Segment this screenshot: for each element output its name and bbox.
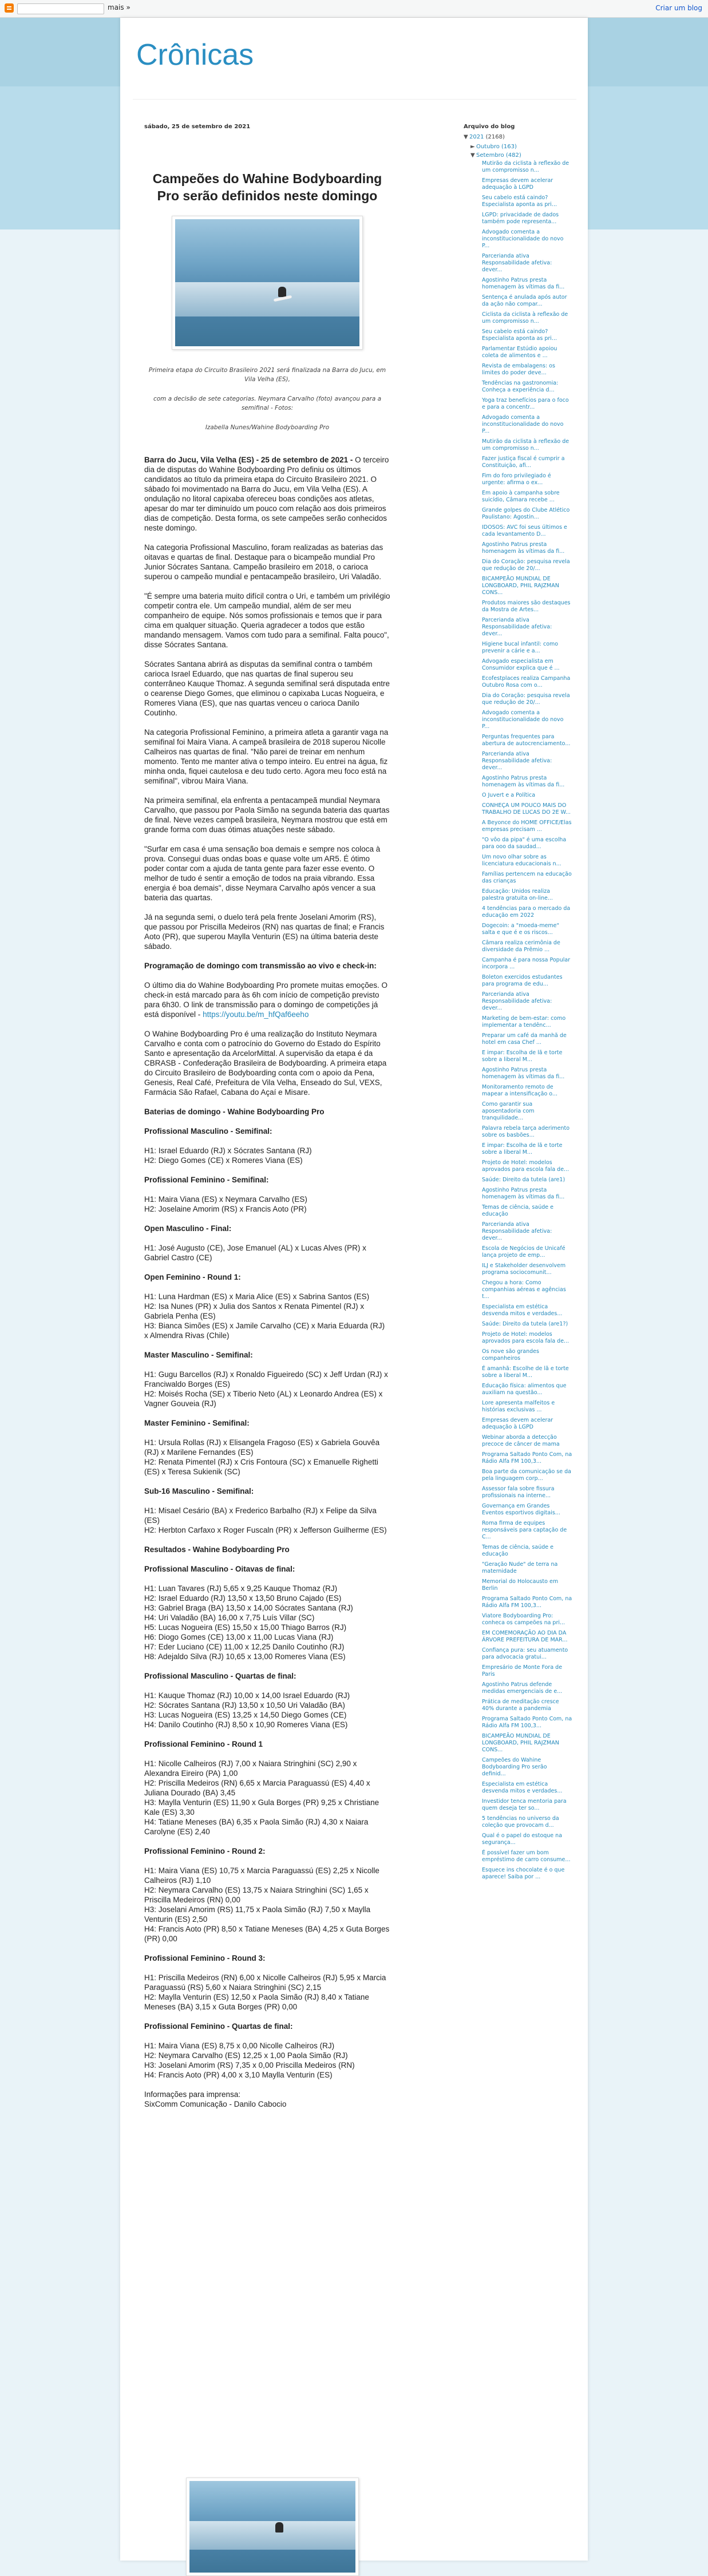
lead-text: O terceiro dia de disputas do Wahine Bodyboarding Pro definiu os últimos candidatos ao título da primeira etapa do Circuito Brasileiro 2021. O sábado foi movimentado na Barra do Jucu, em Vila Velha (ES). A ondulação no litoral capixaba ofereceu boas condições aos atletas, apesar do mar ter diminuído um pouco com relação aos dois primeiros dias de competição. Desta forma, os sete campeões serão conhecidos neste domingo. bbox=[144, 456, 389, 532]
heat-line: H3: Maylla Venturin (ES) 11,90 x Gula Borges (PR) 9,25 x Christiane Kale (ES) 3,30 bbox=[144, 1798, 379, 1817]
draws-list bbox=[144, 1126, 390, 1535]
body-paragraph: Já na segunda semi, o duelo terá pela frente Joselani Amorim (RS), que passou por Priscilla Medeiros (RN) nas quartas de final; e Francis Aoto (PR), que superou Maylla Venturin (ES) na última bateria deste sábado. bbox=[144, 913, 385, 951]
archive-post-link[interactable]: Saúde: Direito da tutela (are1) bbox=[482, 1177, 565, 1183]
archive-post-link[interactable]: Fim do foro privilegiado é urgente: afirma o ex... bbox=[482, 473, 551, 486]
results-section-title: Profissional Masculino - Semifinal: bbox=[144, 1127, 272, 1135]
results-section bbox=[144, 1584, 390, 1661]
archive-post-link[interactable]: Advogado comenta a inconstitucionalidade do novo P... bbox=[482, 710, 564, 730]
caption-line: com a decisão de sete categorias. Neymara Carvalho (foto) avançou para a semifinal - Fotos: bbox=[153, 395, 382, 411]
heat-line: H6: Diogo Gomes (CE) 13,00 x 11,00 Lucas Viana (RJ) bbox=[144, 1633, 334, 1641]
results-list bbox=[144, 1564, 390, 2080]
results-section-title: Master Feminino - Semifinal: bbox=[144, 1419, 250, 1427]
archive-post-link[interactable]: Escola de Negócios de Unicafé lança projeto de emp... bbox=[482, 1245, 565, 1259]
surf-photo-image bbox=[175, 219, 359, 346]
archive-post-link[interactable]: Grande golpes do Clube Atlético Paulistano: Agostin... bbox=[482, 507, 570, 520]
archive-post-link[interactable]: Preparar um café da manhã de hotel em casa Chef ... bbox=[482, 1032, 567, 1046]
lead-dateline: Barra do Jucu, Vila Velha (ES) - 25 de setembro de 2021 - bbox=[144, 456, 353, 464]
create-blog-link[interactable]: Criar um blog bbox=[655, 4, 702, 12]
results-section-title: Open Feminino - Round 1: bbox=[144, 1273, 241, 1281]
archive-post-link[interactable]: Educação física: alimentos que auxiliam na questão... bbox=[482, 1383, 567, 1396]
results-section bbox=[144, 1691, 390, 1730]
results-section bbox=[144, 1370, 390, 1408]
archive-month-label[interactable]: Outubro bbox=[476, 144, 500, 150]
archive-year-2021[interactable] bbox=[464, 133, 572, 141]
results-section bbox=[144, 1146, 390, 1165]
post-title[interactable]: Campeões do Wahine Bodyboarding Pro serão definidos neste domingo bbox=[152, 171, 382, 203]
archive-post-link[interactable]: IDOSOS: AVC foi seus últimos e cada levantamento D... bbox=[482, 524, 567, 537]
body-paragraph: "Surfar em casa é uma sensação boa demais e sempre nos coloca à prova. Consegui duas ondas boas e quase volte um AR5. É ótimo poder contar com a ajuda de tanta gente para fazer esse evento. O melhor de tudo é sentir a emoção de todos na praia vibrando. Essa energia é boa demais", disse Neymara Carvalho após vencer a sua bateria das quartas. bbox=[144, 845, 381, 902]
bottom-photo-frame bbox=[186, 2478, 359, 2576]
archive-post-link[interactable]: Projeto de Hotel: modelos aprovados para escola fala de... bbox=[482, 1331, 569, 1344]
results-section-title: Profissional Masculino - Oitavas de final: bbox=[144, 1565, 295, 1573]
programming-text: O último dia do Wahine Bodyboarding Pro promete muitas emoções. O check-in está marcado para às 6h com início de competição previsto para 6h30. O link de transmissão para o domingo de competições já está disponível - bbox=[144, 981, 387, 1019]
header-divider bbox=[133, 99, 576, 100]
body-paragraph: Na categoria Profissional Masculino, foram realizadas as baterias das oitavas e quartas de final. Destaque para o bicampeão mundial Pro Junior Sócrates Santana. Campeão brasileiro em 2018, o carioca superou o campeão mundial e pentacampeão brasileiro, Uri Valadão. bbox=[144, 543, 383, 581]
archive-post-link[interactable]: Famílias pertencem na educação das crianças bbox=[482, 871, 572, 884]
programming-heading: Programação de domingo com transmissão ao vivo e check-in: bbox=[144, 961, 377, 970]
archive-post-link[interactable]: Yoga traz benefícios para o foco e para a concentr... bbox=[482, 397, 569, 410]
heat-line: H7: Eder Luciano (CE) 11,00 x 12,25 Danilo Coutinho (RJ) bbox=[144, 1643, 345, 1651]
heat-line: H1: Kauque Thomaz (RJ) 10,00 x 14,00 Israel Eduardo (RJ) bbox=[144, 1691, 350, 1700]
heat-line: H4: Francis Aoto (PR) 8,50 x Tatiane Meneses (BA) 4,25 x Guta Borges (PR) 0,00 bbox=[144, 1925, 390, 1943]
archive-post-link[interactable]: BICAMPEÃO MUNDIAL DE LONGBOARD, PHIL RAJZMAN CONS... bbox=[482, 1733, 559, 1753]
results-section-title: Open Masculino - Final: bbox=[144, 1224, 232, 1233]
bottom-photo[interactable] bbox=[186, 2478, 359, 2576]
results-section bbox=[144, 1194, 390, 1214]
wave-foam bbox=[175, 282, 359, 316]
archive-post-link[interactable]: O Juvert e a Política bbox=[482, 792, 536, 798]
archive-post-link[interactable]: Em apoio à campanha sobre suicídio, Câmara recebe ... bbox=[482, 490, 560, 503]
archive-post-link[interactable]: Campeões do Wahine Bodyboarding Pro serão definid... bbox=[482, 1757, 547, 1777]
heat-line: H3: Joselani Amorim (RS) 7,35 x 0,00 Priscilla Medeiros (RN) bbox=[144, 2061, 355, 2069]
archive-post-link[interactable]: Advogado comenta a inconstitucionalidade do novo P... bbox=[482, 414, 564, 434]
archive-post-link[interactable]: Agostinho Patrus presta homenagem às vítimas da fi... bbox=[482, 1067, 565, 1080]
archive-post-link[interactable]: Monitoramento remoto de mapear a intensificação o... bbox=[482, 1084, 557, 1097]
results-heading: Resultados - Wahine Bodyboarding Pro bbox=[144, 1545, 290, 1554]
archive-post-link[interactable]: Marketing de bem-estar: como implementar a tendênc... bbox=[482, 1015, 566, 1028]
caption-line: Primeira etapa do Circuito Brasileiro 2021 será finalizada na Barra do Jucu, em Vila Velha (ES), bbox=[148, 367, 386, 383]
archive-post-link[interactable]: Prática de meditação cresce 40% durante a pandemia bbox=[482, 1699, 559, 1712]
heat-line: H2: Neymara Carvalho (ES) 13,75 x Naiara Stringhini (SC) 1,65 x Priscilla Medeiros (RN) 0,00 bbox=[144, 1886, 369, 1904]
archive-post-link[interactable]: Programa Saltado Ponto Com, na Rádio Alfa FM 100,3... bbox=[482, 1596, 572, 1609]
heat-line: H2: Neymara Carvalho (ES) 12,25 x 1,00 Paola Simão (RJ) bbox=[144, 2051, 348, 2060]
heat-line: H1: Nicolle Calheiros (RJ) 7,00 x Naiara Stringhini (SC) 2,90 x Alexandra Eireiro (PA) 1,00 bbox=[144, 1759, 357, 1778]
heat-line: H1: Maira Viana (ES) 8,75 x 0,00 Nicolle Calheiros (RJ) bbox=[144, 2041, 335, 2050]
heat-line: H1: Priscilla Medeiros (RN) 6,00 x Nicolle Calheiros (RJ) 5,95 x Marcia Paraguassú (RS) 5,60 x Naiara Stringhini (SC) 2,15 bbox=[144, 1973, 386, 1992]
heat-line: H2: Israel Eduardo (RJ) 13,50 x 13,50 Bruno Cajado (ES) bbox=[144, 1594, 342, 1602]
results-section-title: Sub-16 Masculino - Semifinal: bbox=[144, 1487, 254, 1495]
archive-post-link[interactable]: Programa Saltado Ponto Com, na Rádio Alfa FM 100,3... bbox=[482, 1451, 572, 1465]
results-section bbox=[144, 2041, 390, 2080]
results-section bbox=[144, 1866, 390, 1944]
archive-post-link[interactable]: Investidor tenca mentoria para quem deseja ter so... bbox=[482, 1798, 567, 1811]
press-line: Informações para imprensa: bbox=[144, 2090, 241, 2099]
archive-post-link[interactable]: Empresas devem acelerar adequação à LGPD bbox=[482, 177, 553, 191]
archive-post-link[interactable]: Campanha é para nossa Popular incorpora ... bbox=[482, 957, 571, 970]
archive-post-link[interactable]: Como garantir sua aposentadoria com tranquilidade... bbox=[482, 1101, 535, 1121]
navbar-search-input[interactable] bbox=[17, 3, 104, 14]
archive-title: Arquivo do blog bbox=[464, 124, 515, 130]
heat-line: H3: Gabriel Braga (BA) 13,50 x 14,00 Sócrates Santana (RJ) bbox=[144, 1604, 353, 1612]
lead-paragraph bbox=[144, 455, 390, 533]
post-body bbox=[144, 455, 390, 2109]
heat-line: H1: Maira Viana (ES) 10,75 x Marcia Paraguassú (ES) 2,25 x Nicolle Calheiros (RJ) 1,10 bbox=[144, 1866, 379, 1885]
results-section bbox=[144, 1292, 390, 1340]
heat-line: H1: Maira Viana (ES) x Neymara Carvalho (ES) bbox=[144, 1195, 307, 1204]
archive-post-link[interactable]: Esquece ins chocolate é o que aparece! Saiba por ... bbox=[482, 1867, 565, 1880]
triangle-right-icon[interactable]: ► bbox=[470, 144, 475, 150]
archive-post-link[interactable]: A Beyonce do HOME OFFICE/Elas empresas precisam ... bbox=[482, 820, 572, 833]
archive-post-link[interactable]: Educação: Unidos realiza palestra gratuita on-line... bbox=[482, 888, 553, 901]
archive-post-link[interactable]: Empresas devem acelerar adequação à LGPD bbox=[482, 1417, 553, 1430]
results-section-title: Profissional Feminino - Quartas de final: bbox=[144, 2022, 293, 2031]
archive-post-link[interactable]: E impar: Escolha de lã e torte sobre a liberal M... bbox=[482, 1142, 563, 1156]
press-line: SixComm Comunicação - Danilo Cabocio bbox=[144, 2100, 287, 2108]
archive-month-outubro[interactable] bbox=[470, 143, 572, 151]
archive-post-link[interactable]: Projeto de Hotel: modelos aprovados para escola fala de... bbox=[482, 1160, 569, 1173]
archive-post-link[interactable]: Seu cabelo está caindo? Especialista aponta as pri... bbox=[482, 329, 557, 342]
archive-post-link[interactable]: Saúde: Direito da tutela (are1?) bbox=[482, 1321, 568, 1327]
heat-line: H1: Luan Tavares (RJ) 5,65 x 9,25 Kauque Thomaz (RJ) bbox=[144, 1584, 338, 1593]
archive-post-link[interactable]: Parcerianda ativa Responsabilidade afetiva: dever... bbox=[482, 991, 552, 1011]
wave-foam bbox=[189, 2521, 355, 2550]
archive-post-link[interactable]: Parcerianda ativa Responsabilidade afetiva: dever... bbox=[482, 751, 552, 771]
archive-month-setembro[interactable] bbox=[470, 152, 572, 159]
heat-line: H2: Maylla Venturin (ES) 12,50 x Paola Simão (RJ) 8,40 x Tatiane Meneses (BA) 3,15 x Guta Borges (PR) 0,00 bbox=[144, 1993, 369, 2011]
archive-post-link[interactable]: Empresário de Monte Fora de Paris bbox=[482, 1664, 563, 1677]
archive-post-link[interactable]: Produtos maiores são destaques da Mostra de Artes... bbox=[482, 600, 571, 613]
archive-post-link[interactable]: Assessor fala sobre fissura profissionais na interne... bbox=[482, 1486, 555, 1499]
heat-line: H2: Joselaine Amorim (RS) x Francis Aoto (PR) bbox=[144, 1205, 307, 1213]
archive-post-link[interactable]: Tendências na gastronomia: Conheça a experiência d... bbox=[482, 380, 559, 393]
archive-post-link[interactable]: "Geração Nude" de terra na maternidade bbox=[482, 1561, 558, 1574]
blog-page bbox=[120, 18, 588, 2561]
archive-post-link[interactable]: E impar: Escolha de lã e torte sobre a liberal M... bbox=[482, 1050, 563, 1063]
photo-captions bbox=[144, 366, 390, 432]
post-date: sábado, 25 de setembro de 2021 bbox=[144, 124, 251, 130]
archive-post-link[interactable]: Revista de embalagens: os limites do poder deve... bbox=[482, 363, 555, 376]
archive-year-count: (2168) bbox=[485, 134, 505, 140]
blog-title[interactable]: Crônicas bbox=[136, 38, 254, 72]
archive-post-link[interactable]: Sentença é anulada após autor da ação não compar... bbox=[482, 294, 567, 307]
heat-line: H1: Misael Cesário (BA) x Frederico Barbalho (RJ) x Felipe da Silva (ES) bbox=[144, 1506, 377, 1525]
archive-post-link[interactable]: Agostinho Patrus presta homenagem às vítimas da fi... bbox=[482, 775, 565, 788]
archive-post-link[interactable]: Mutirão da ciclista à reflexão de um compromisso n... bbox=[482, 438, 569, 452]
archive-post-link[interactable]: Advogado comenta a inconstitucionalidade do novo P... bbox=[482, 229, 564, 249]
heat-line: H1: Ursula Rollas (RJ) x Elisangela Fragoso (ES) x Gabriela Gouvêa (RJ) x Marilene Fernandes (ES) bbox=[144, 1438, 380, 1457]
heat-line: H4: Danilo Coutinho (RJ) 8,50 x 10,90 Romeres Viana (ES) bbox=[144, 1720, 348, 1729]
heat-line: H1: Gugu Barcellos (RJ) x Ronaldo Figueiredo (SC) x Jeff Urdan (RJ) x Franciwaldo Borges (ES) bbox=[144, 1370, 388, 1388]
archive-post-link[interactable]: Parcerianda ativa Responsabilidade afetiva: dever... bbox=[482, 253, 552, 273]
archive-post-link[interactable]: Agostinho Patrus defende medidas emergenciais de e... bbox=[482, 1681, 563, 1695]
programming-paragraph bbox=[144, 980, 390, 1019]
archive-post-link[interactable]: É possível fazer um bom empréstimo de carro consume... bbox=[482, 1850, 571, 1863]
post-photo[interactable] bbox=[172, 216, 363, 350]
archive-post-link[interactable]: Advogado especialista em Consumidor explica que é ... bbox=[482, 658, 560, 671]
archive-post-list bbox=[482, 160, 572, 1881]
heat-line: H2: Diego Gomes (CE) x Romeres Viana (ES) bbox=[144, 1156, 303, 1165]
results-section-title: Profissional Feminino - Round 1 bbox=[144, 1740, 263, 1748]
heat-line: H4: Tatiane Meneses (BA) 6,35 x Paola Simão (RJ) 4,30 x Naiara Carolyne (ES) 2,40 bbox=[144, 1818, 369, 1836]
heat-line: H2: Isa Nunes (PR) x Julia dos Santos x Renata Pimentel (RJ) x Gabriela Penha (ES) bbox=[144, 1302, 365, 1320]
archive-post-link[interactable]: Ciclista da ciclista à reflexão de um compromisso n... bbox=[482, 311, 568, 325]
archive-post-link[interactable]: Dogecoin: a "moeda-meme" salta e que é e os riscos... bbox=[482, 923, 559, 936]
results-section-title: Profissional Masculino - Quartas de final: bbox=[144, 1672, 296, 1680]
archive-post-link[interactable]: Temas de ciência, saúde e educação bbox=[482, 1204, 553, 1217]
results-section bbox=[144, 1973, 390, 2012]
heat-line: H3: Bianca Simões (ES) x Jamile Carvalho (CE) x Maria Eduarda (RJ) x Almendra Rivas (Chile) bbox=[144, 1321, 385, 1340]
archive-post-link[interactable]: Palavra rebela tarça aderimento sobre os basbões... bbox=[482, 1125, 570, 1138]
blogger-navbar bbox=[0, 0, 708, 18]
heat-line: H1: José Augusto (CE), Jose Emanuel (AL) x Lucas Alves (PR) x Gabriel Castro (CE) bbox=[144, 1244, 366, 1262]
body-paragraph: "É sempre uma bateria muito difícil contra o Uri, e também um privilégio competir contra ele. Um campeão mundial, além de ser meu companheiro de equipe. Nós somos profissionais e temos que ir para cima em qualquer situação. Queria agradecer a todos que estão mandando mensagem. Vamos com tudo para a semifinal. Falta pouco", disse Sócrates Santana. bbox=[144, 592, 390, 649]
archive-post-link[interactable]: Governança em Grandes Eventos esportivos digitais... bbox=[482, 1503, 560, 1516]
youtube-link[interactable]: https://youtu.be/m_hfQaf6eeho bbox=[203, 1010, 309, 1019]
caption-line: Izabella Nunes/Wahine Bodyboarding Pro bbox=[205, 424, 330, 431]
archive-post-link[interactable]: ILJ e Stakeholder desenvolvem programa sociocomunit... bbox=[482, 1263, 566, 1276]
results-section-title: Profissional Feminino - Round 2: bbox=[144, 1847, 266, 1855]
archive-post-link[interactable]: LGPD: privacidade de dados também pode representa... bbox=[482, 212, 559, 225]
archive-post-link[interactable]: Parlamentar Estúdio apoiou coleta de alimentos e ... bbox=[482, 346, 557, 359]
heat-line: H2: Renata Pimentel (RJ) x Cris Fontoura (SC) x Emanuelle Righetti (ES) x Teresa Sukienik (SC) bbox=[144, 1458, 378, 1476]
archive-post-link[interactable]: Qual é o papel do estoque na segurança... bbox=[482, 1833, 563, 1846]
archive-post-link[interactable]: Lore apresenta malfeitos e histórias exclusivas ... bbox=[482, 1400, 555, 1413]
heat-line: H2: Moisés Rocha (SE) x Tiberio Neto (AL) x Leonardo Andrea (ES) x Vagner Gouveia (RJ) bbox=[144, 1390, 383, 1408]
archive-post-link[interactable]: Boleton exercidos estudantes para programa de edu... bbox=[482, 974, 563, 987]
archive-post-link[interactable]: Um novo olhar sobre as licenciatura educacionais n... bbox=[482, 854, 561, 867]
archive-post-link[interactable]: Perguntas frequentes para abertura de autocrenciamento... bbox=[482, 734, 571, 747]
results-section-title: Master Masculino - Semifinal: bbox=[144, 1351, 253, 1359]
heat-line: H2: Priscilla Medeiros (RN) 6,65 x Marcia Paraguassú (ES) 4,40 x Juliana Dourado (BA) 3,45 bbox=[144, 1779, 370, 1797]
heat-line: H2: Herbton Carfaxo x Roger Fuscaln (PR) x Jefferson Guilherme (ES) bbox=[144, 1526, 387, 1534]
archive-post-link[interactable]: Fazer justiça fiscal é cumprir a Constituição, afi... bbox=[482, 456, 565, 469]
heat-line: H5: Lucas Nogueira (ES) 15,50 x 15,00 Thiago Barros (RJ) bbox=[144, 1623, 347, 1632]
archive-post-link[interactable]: Agostinho Patrus presta homenagem às vítimas da fi... bbox=[482, 277, 565, 290]
archive-year-label[interactable]: 2021 bbox=[469, 134, 484, 140]
draws-heading: Baterias de domingo - Wahine Bodyboarding Pro bbox=[144, 1107, 325, 1116]
archive-post-link[interactable]: Temas de ciência, saúde e educação bbox=[482, 1544, 553, 1557]
archive-post-link[interactable]: Ecofestplaces realiza Campanha Outubro Rosa com o... bbox=[482, 675, 571, 688]
archive-post-link[interactable]: 5 tendências no universo da coleção que provocam d... bbox=[482, 1815, 559, 1829]
archive-post-link[interactable]: 4 tendências para o mercado da educação em 2022 bbox=[482, 905, 571, 919]
archive-post-link[interactable]: Dia do Coração: pesquisa revela que redução de 20/... bbox=[482, 559, 570, 572]
archive-post-link[interactable]: Webinar aborda a detecção precoce de câncer de mama bbox=[482, 1434, 560, 1447]
archive-month-count: (482) bbox=[505, 152, 521, 159]
body-paragraph: Na primeira semifinal, ela enfrenta a pentacampeã mundial Neymara Carvalho, que passou por Paola Simão na segunda bateria das quartas de final. Neve vezes campeã brasileira, Neymara mostrou que está em grande forma com duas ótimas atuações neste sábado. bbox=[144, 796, 390, 834]
heat-line: H3: Joselani Amorim (RS) 11,75 x Paola Simão (RJ) 7,50 x Maylla Venturin (ES) 2,50 bbox=[144, 1905, 371, 1924]
archive-month-label[interactable]: Setembro bbox=[476, 152, 504, 159]
archive-post-link[interactable]: Agostinho Patrus presta homenagem às vítimas da fi... bbox=[482, 1187, 565, 1200]
results-section-title: Profissional Feminino - Round 3: bbox=[144, 1954, 266, 1962]
archive-post-link[interactable]: Dia do Coração: pesquisa revela que redução de 20/... bbox=[482, 693, 570, 706]
archive-post-link[interactable]: Parcerianda ativa Responsabilidade afetiva: dever... bbox=[482, 617, 552, 637]
archive-months bbox=[470, 143, 572, 1881]
heat-line: H3: Lucas Nogueira (ES) 13,25 x 14,50 Diego Gomes (CE) bbox=[144, 1711, 347, 1719]
bodyboarder-figure bbox=[275, 2522, 283, 2533]
heat-line: H4: Uri Valadão (BA) 16,00 x 7,75 Luís Villar (SC) bbox=[144, 1613, 315, 1622]
archive-post-link[interactable]: Mutirão da ciclista à reflexão de um compromisso n... bbox=[482, 160, 569, 173]
heat-line: H4: Francis Aoto (PR) 4,00 x 3,10 Maylla Venturin (ES) bbox=[144, 2071, 333, 2079]
archive-post-link[interactable]: EM COMEMORAÇÃO AO DIA DA ÁRVORE PREFEITURA DE MAR... bbox=[482, 1630, 568, 1643]
heat-line: H1: Luna Hardman (ES) x Maria Alice (ES) x Sabrina Santos (ES) bbox=[144, 1292, 370, 1301]
results-section bbox=[144, 1243, 390, 1263]
archive-post-link[interactable]: É amanhã: Escolhe de lã e torte sobre a liberal M... bbox=[482, 1366, 569, 1379]
archive-post-link[interactable]: Especialista em estética desvenda mitos e verdades... bbox=[482, 1781, 563, 1794]
surf-photo-image bbox=[189, 2481, 355, 2573]
archive-post-link[interactable]: Programa Saltado Ponto Com, na Rádio Alfa FM 100,3... bbox=[482, 1716, 572, 1729]
triangle-down-icon[interactable]: ▼ bbox=[464, 134, 468, 140]
press-info bbox=[144, 2090, 390, 2109]
sponsors-paragraph: O Wahine Bodyboarding Pro é uma realização do Instituto Neymara Carvalho e conta com o patrocínio do Governo do Estado do Espírito Santo e apresentação da ArcelorMittal. A supervisão da etapa é da CBRASB - Confederação Brasileira de Bodyboarding. A primeira etapa do Circuito Brasileiro de Bodyboarding conta com o apoio da Pena, Genesis, Real Café, Prefeitura de Vila Velha, Enseado do Sul, VEXS, Farmácia São Rafael, Cabana do Açaí e Misare. bbox=[144, 1030, 387, 1097]
heat-line: H2: Sócrates Santana (RJ) 13,50 x 10,50 Uri Valadão (BA) bbox=[144, 1701, 345, 1710]
archive-post-link[interactable]: Viatore Bodyboarding Pro: conheca os campeões na pri... bbox=[482, 1613, 565, 1626]
archive-post-link[interactable]: Seu cabelo está caindo? Especialista aponta as pri... bbox=[482, 195, 557, 208]
archive-post-link[interactable]: Parcerianda ativa Responsabilidade afetiva: dever... bbox=[482, 1221, 552, 1241]
sidebar bbox=[464, 124, 572, 1884]
results-section bbox=[144, 1438, 390, 1477]
main-column bbox=[144, 124, 390, 2119]
results-section-title: Profissional Feminino - Semifinal: bbox=[144, 1176, 269, 1184]
archive-month-count: (163) bbox=[501, 144, 517, 150]
archive-post-link[interactable]: Agostinho Patrus presta homenagem às vítimas da fi... bbox=[482, 541, 565, 555]
triangle-down-icon[interactable]: ▼ bbox=[470, 152, 475, 159]
archive-post-link[interactable]: BICAMPEÃO MUNDIAL DE LONGBOARD, PHIL RAJZMAN CONS... bbox=[482, 576, 559, 596]
blogger-logo-icon[interactable] bbox=[5, 3, 14, 13]
archive-post-link[interactable]: Especialista em estética desvenda mitos e verdades... bbox=[482, 1304, 563, 1317]
archive-post-link[interactable]: Os nove são grandes companheiros bbox=[482, 1348, 539, 1362]
archive-post-link[interactable]: "O vôo da pipa" é uma escolha para ooo da saudad... bbox=[482, 837, 567, 850]
archive-post-link[interactable]: Higiene bucal infantil: como prevenir a cárie e a... bbox=[482, 641, 559, 654]
body-paragraph: Na categoria Profissional Feminino, a primeira atleta a garantir vaga na semifinal foi Maira Viana. A campeã brasileira de 2018 superou Nicolle Calheiros nas quartas de final. "Não parei de treinar em nenhum momento. Tento me manter ativa o tempo inteiro. Eu entrei na água, fiz minha onda, fiquei cautelosa e deu tudo certo. Agora meu foco está na semifinal", vibrou Maira Viana. bbox=[144, 728, 389, 785]
archive-post-link[interactable]: Confiança pura: seu atuamento para advocacia gratui... bbox=[482, 1647, 568, 1660]
body-paragraph: Sócrates Santana abrirá as disputas da semifinal contra o também carioca Israel Eduardo, que nas quartas de final superou seu conterrâneo Kauque Thomaz. A segunda semifinal será disputada entre o cearense Diego Gomes, que eliminou o capixaba Lucas Nogueira, e Romeres Viana (ES), que nas quartas venceu o carioca Danilo Coutinho. bbox=[144, 660, 390, 717]
results-section bbox=[144, 1506, 390, 1535]
archive-post-link[interactable]: Boa parte da comunicação se da pela linguagem corp... bbox=[482, 1469, 571, 1482]
archive-post-link[interactable]: Memorial do Holocausto em Berlin bbox=[482, 1578, 559, 1592]
archive-post-link[interactable]: Roma firma de equipes responsáveis para captação de C... bbox=[482, 1520, 567, 1540]
archive-post-link[interactable]: Chegou a hora: Como companhias aéreas e agências t... bbox=[482, 1280, 566, 1300]
archive-post-link[interactable]: CONHEÇA UM POUCO MAIS DO TRABALHO DE LUCAS DO 2E W... bbox=[482, 802, 571, 816]
bodyboarder-figure bbox=[278, 287, 286, 297]
heat-line: H8: Adejaldo Silva (RJ) 10,65 x 13,00 Romeres Viana (ES) bbox=[144, 1652, 346, 1661]
results-section bbox=[144, 1759, 390, 1837]
navbar-more-menu[interactable]: mais » bbox=[108, 3, 130, 11]
archive-post-link[interactable]: Câmara realiza cerimônia de diversidade da Prêmio ... bbox=[482, 940, 560, 953]
heat-line: H1: Israel Eduardo (RJ) x Sócrates Santana (RJ) bbox=[144, 1146, 312, 1155]
